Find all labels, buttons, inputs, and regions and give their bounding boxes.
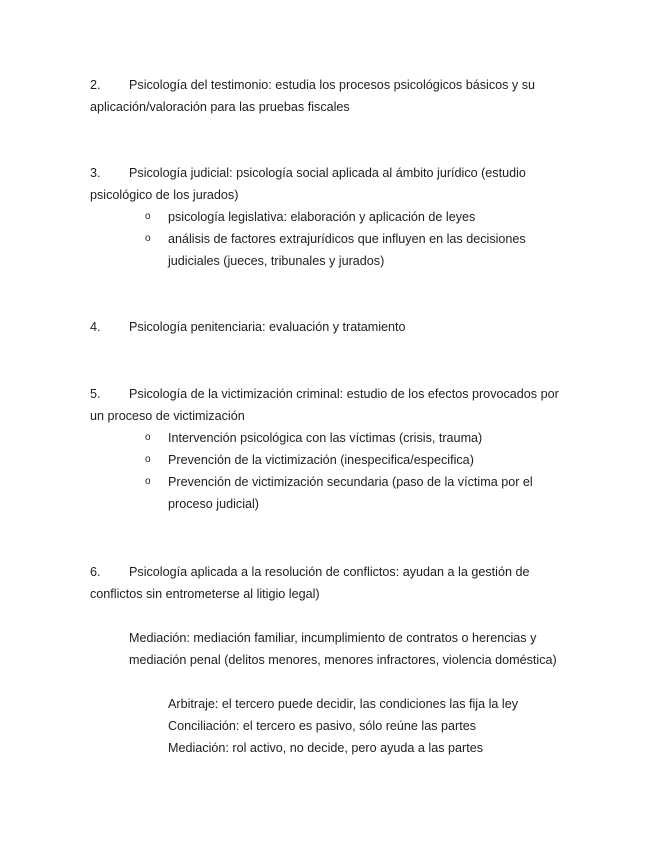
section-4 (90, 316, 560, 338)
subitem: Arbitraje: el tercero puede decidir, las condiciones las fija la ley (168, 697, 519, 711)
mediacion-subitems (168, 693, 588, 759)
section-text: Psicología del testimonio: estudia los procesos psicológicos básicos y su aplicación/valoración para las pruebas fiscales (90, 78, 536, 114)
section-number: 4. (90, 320, 101, 334)
bullet-icon: o (145, 476, 151, 487)
bullet-icon: o (145, 454, 151, 465)
section-text: Psicología de la victimización criminal: estudio de los efectos provocados por un proceso de victimización (90, 387, 559, 423)
section-6 (90, 561, 560, 605)
section-3 (90, 162, 560, 272)
list-item: o psicología legislativa: elaboración y aplicación de leyes (90, 206, 560, 228)
list-item: o Prevención de la victimización (inespecifica/especifica) (90, 449, 560, 471)
subitem: Conciliación: el tercero es pasivo, sólo reúne las partes (168, 719, 477, 733)
bullet-icon: o (145, 233, 151, 244)
bullet-icon: o (145, 211, 151, 222)
section-number: 5. (90, 387, 101, 401)
section-number: 3. (90, 166, 101, 180)
section-5 (90, 383, 560, 515)
section-number: 6. (90, 565, 101, 579)
list-item: o análisis de factores extrajurídicos que influyen en las decisiones judiciales (jueces, tribunales y jurados) (90, 228, 560, 272)
bullet-icon: o (145, 432, 151, 443)
section-text: Psicología penitenciaria: evaluación y tratamiento (129, 320, 406, 334)
subitem: Mediación: rol activo, no decide, pero ayuda a las partes (168, 741, 484, 755)
list-item: o Intervención psicológica con las víctimas (crisis, trauma) (90, 427, 560, 449)
section-2 (90, 74, 560, 118)
bullet-list (90, 427, 560, 515)
section-text: Psicología judicial: psicología social aplicada al ámbito jurídico (estudio psicológico de los jurados) (90, 166, 526, 202)
mediacion-paragraph: Mediación: mediación familiar, incumplimiento de contratos o herencias y mediación penal (delitos menores, menores infractores, violencia doméstica) (129, 631, 557, 667)
section-text: Psicología aplicada a la resolución de conflictos: ayudan a la gestión de conflictos sin entrometerse al litigio legal) (90, 565, 530, 601)
section-number: 2. (90, 78, 101, 92)
bullet-list (90, 206, 560, 272)
list-item: o Prevención de victimización secundaria (paso de la víctima por el proceso judicial) (90, 471, 560, 515)
